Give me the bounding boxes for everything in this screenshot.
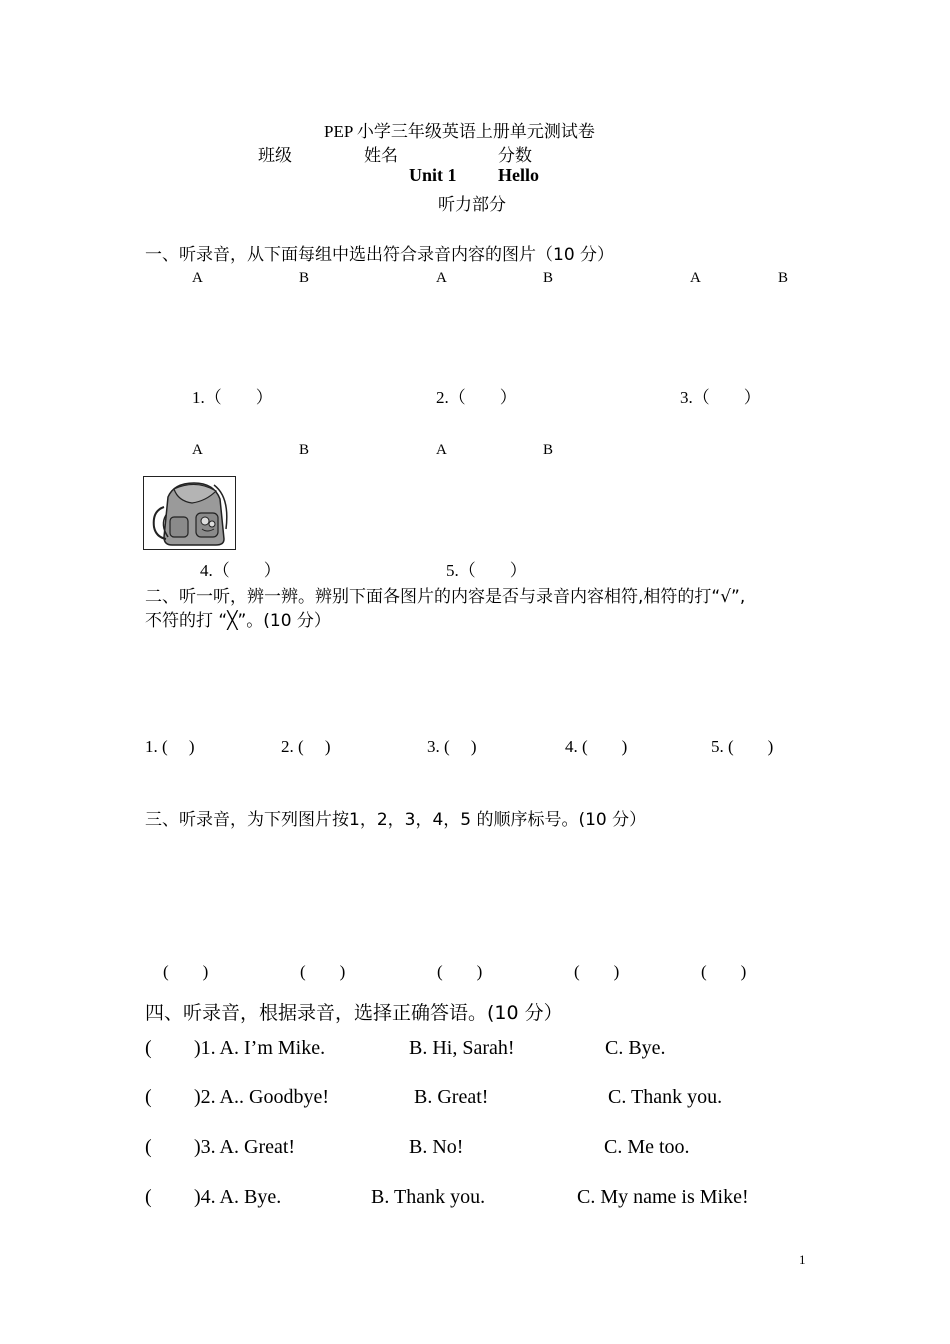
question-option-c: C. Me too.: [604, 1136, 690, 1158]
option-label: B: [778, 270, 789, 286]
option-label: A: [436, 270, 447, 286]
answer-blank[interactable]: ( ): [701, 962, 747, 981]
question-option-b: B. Hi, Sarah!: [409, 1037, 515, 1059]
answer-blank[interactable]: 1.（ ）: [192, 388, 273, 407]
score-label: 分数: [498, 146, 532, 166]
question-paren[interactable]: (: [145, 1136, 152, 1158]
question-option-c: C. Bye.: [605, 1037, 666, 1059]
part-heading: 听力部分: [438, 195, 506, 215]
option-label: A: [436, 442, 447, 458]
answer-blank[interactable]: ( ): [163, 962, 209, 981]
page-title: PEP 小学三年级英语上册单元测试卷: [324, 122, 595, 141]
option-label: A: [192, 270, 203, 286]
question-option-b: B. Thank you.: [371, 1186, 486, 1208]
section-1-heading: 一、听录音，从下面每组中选出符合录音内容的图片（10 分）: [145, 245, 615, 265]
answer-blank[interactable]: ( ): [300, 962, 346, 981]
question-option-c: C. My name is Mike!: [577, 1186, 749, 1208]
class-label: 班级: [258, 146, 292, 166]
section-2-heading: 二、听一听，辨一辨。辨别下面各图片的内容是否与录音内容相符,相符的打“√”,: [145, 587, 746, 607]
question-option-b: B. No!: [409, 1136, 464, 1158]
unit-name: Hello: [498, 165, 539, 185]
question-option-a: )1. A. I’m Mike.: [194, 1037, 326, 1059]
question-paren[interactable]: (: [145, 1086, 152, 1108]
option-label: A: [192, 442, 203, 458]
answer-blank[interactable]: ( ): [574, 962, 620, 981]
question-option-c: C. Thank you.: [608, 1086, 723, 1108]
question-option-a: )4. A. Bye.: [194, 1186, 282, 1208]
answer-blank[interactable]: 2.（ ）: [436, 388, 517, 407]
option-label: B: [543, 442, 554, 458]
backpack-icon: [143, 476, 236, 550]
answer-blank[interactable]: 1. ( ): [145, 737, 195, 756]
answer-blank[interactable]: 3.（ ）: [680, 388, 761, 407]
answer-blank[interactable]: 2. ( ): [281, 737, 331, 756]
section-2-heading-cont: 不符的打 “╳”。(10 分）: [145, 611, 331, 631]
question-option-a: )3. A. Great!: [194, 1136, 296, 1158]
answer-blank[interactable]: ( ): [437, 962, 483, 981]
question-paren[interactable]: (: [145, 1186, 152, 1208]
answer-blank[interactable]: 5.（ ）: [446, 561, 527, 580]
answer-blank[interactable]: 3. ( ): [427, 737, 477, 756]
option-label: B: [299, 270, 310, 286]
section-4-heading: 四、听录音，根据录音，选择正确答语。(10 分）: [145, 1002, 563, 1024]
question-paren[interactable]: (: [145, 1037, 152, 1059]
page-number: 1: [799, 1252, 806, 1267]
section-3-heading: 三、听录音，为下列图片按1，2，3，4，5 的顺序标号。(10 分）: [145, 810, 647, 830]
answer-blank[interactable]: 4.（ ）: [200, 561, 281, 580]
answer-blank[interactable]: 4. ( ): [565, 737, 628, 756]
option-label: B: [543, 270, 554, 286]
question-option-a: )2. A.. Goodbye!: [194, 1086, 329, 1108]
question-option-b: B. Great!: [414, 1086, 489, 1108]
unit-number: Unit 1: [409, 165, 457, 185]
option-label: B: [299, 442, 310, 458]
option-label: A: [690, 270, 701, 286]
name-label: 姓名: [364, 146, 398, 166]
answer-blank[interactable]: 5. ( ): [711, 737, 774, 756]
